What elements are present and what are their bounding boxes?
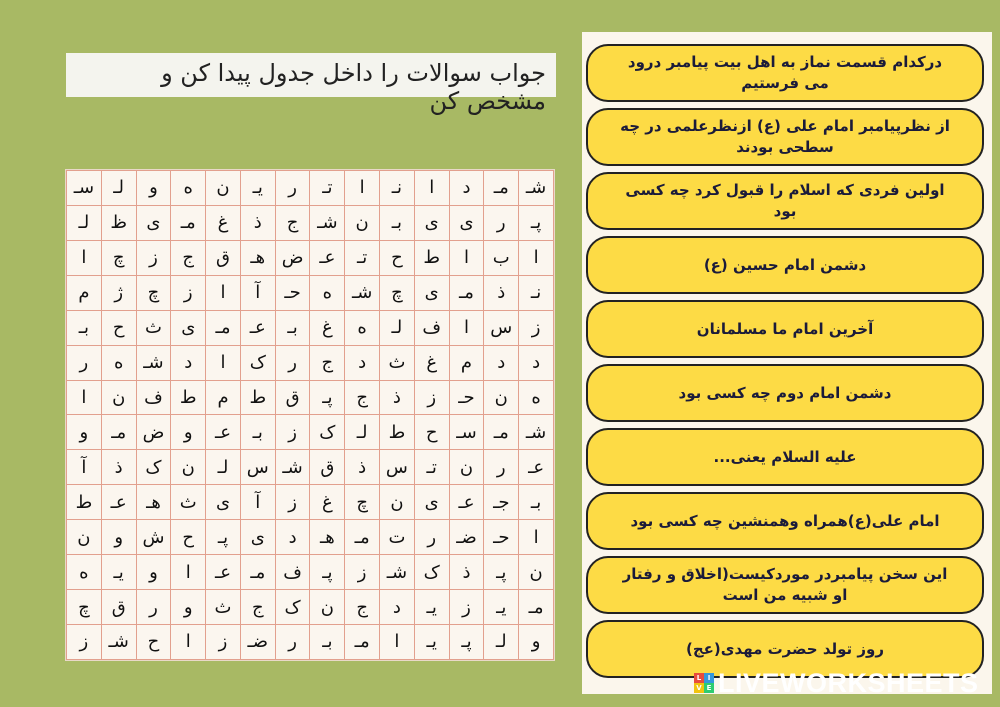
grid-cell[interactable]: بـ xyxy=(519,485,554,520)
grid-cell[interactable]: جـ xyxy=(484,485,519,520)
grid-cell[interactable]: ج xyxy=(275,205,310,240)
grid-cell[interactable]: نـ xyxy=(380,171,415,206)
grid-cell[interactable]: ک xyxy=(240,345,275,380)
questions-panel xyxy=(582,32,992,694)
grid-cell[interactable]: ی xyxy=(240,520,275,555)
grid-cell[interactable]: ا xyxy=(67,380,102,415)
grid-cell[interactable]: ا xyxy=(206,275,241,310)
grid-cell[interactable]: ط xyxy=(380,415,415,450)
grid-cell[interactable]: ج xyxy=(345,590,380,625)
grid-cell[interactable]: ح xyxy=(101,310,136,345)
grid-cell[interactable]: پـ xyxy=(449,624,484,659)
grid-cell[interactable]: ک xyxy=(310,415,345,450)
grid-cell[interactable]: سـ xyxy=(67,171,102,206)
grid-cell[interactable]: ه xyxy=(101,345,136,380)
grid-cell[interactable]: یـ xyxy=(240,171,275,206)
grid-cell[interactable]: د xyxy=(380,590,415,625)
grid-cell[interactable]: ز xyxy=(67,624,102,659)
grid-cell[interactable]: ر xyxy=(414,520,449,555)
question-7[interactable]: علیه السلام یعنی... xyxy=(586,428,984,486)
grid-cell[interactable]: ا xyxy=(67,240,102,275)
grid-row xyxy=(67,380,554,415)
grid-cell[interactable]: ج xyxy=(240,590,275,625)
grid-cell[interactable]: پـ xyxy=(310,555,345,590)
grid-cell[interactable]: ی xyxy=(449,205,484,240)
grid-cell[interactable]: شـ xyxy=(101,624,136,659)
grid-cell[interactable]: مـ xyxy=(484,171,519,206)
grid-cell[interactable]: یـ xyxy=(414,590,449,625)
question-3[interactable]: اولین فردی که اسلام را قبول کرد چه کسی بود xyxy=(586,172,984,230)
grid-cell[interactable]: و xyxy=(67,415,102,450)
grid-cell[interactable]: و xyxy=(136,171,171,206)
grid-cell[interactable]: آ xyxy=(240,275,275,310)
grid-cell[interactable]: د xyxy=(345,345,380,380)
grid-cell[interactable]: د xyxy=(484,345,519,380)
brand-logo xyxy=(694,668,979,698)
grid-cell[interactable]: و xyxy=(171,590,206,625)
question-6[interactable]: دشمن امام دوم چه کسی بود xyxy=(586,364,984,422)
grid-cell[interactable]: ن xyxy=(345,205,380,240)
grid-cell[interactable]: ن xyxy=(206,171,241,206)
grid-cell[interactable]: ی xyxy=(414,485,449,520)
grid-cell[interactable]: ن xyxy=(519,555,554,590)
grid-cell[interactable]: تـ xyxy=(414,450,449,485)
grid-cell[interactable]: ه xyxy=(67,555,102,590)
grid-cell[interactable]: ج xyxy=(171,240,206,275)
grid-cell[interactable]: ا xyxy=(171,624,206,659)
grid-cell[interactable]: ر xyxy=(275,624,310,659)
grid-cell[interactable]: مـ xyxy=(101,415,136,450)
grid-cell[interactable]: ضـ xyxy=(449,520,484,555)
grid-cell[interactable]: هـ xyxy=(136,485,171,520)
grid-cell[interactable]: ف xyxy=(414,310,449,345)
grid-cell[interactable]: ا xyxy=(380,624,415,659)
grid-cell[interactable]: چ xyxy=(67,590,102,625)
grid-cell[interactable]: چ xyxy=(345,485,380,520)
grid-cell[interactable]: حـ xyxy=(449,380,484,415)
grid-cell[interactable]: هـ xyxy=(240,240,275,275)
grid-row xyxy=(67,310,554,345)
grid-cell[interactable]: د xyxy=(519,345,554,380)
brand-icon-tile: V xyxy=(694,683,704,693)
grid-cell[interactable]: ز xyxy=(275,415,310,450)
grid-cell[interactable]: ه xyxy=(345,310,380,345)
grid-cell[interactable]: ضـ xyxy=(240,624,275,659)
grid-cell[interactable]: ا xyxy=(449,310,484,345)
grid-cell[interactable]: ش xyxy=(136,520,171,555)
grid-cell[interactable]: ز xyxy=(519,310,554,345)
grid-cell[interactable]: ر xyxy=(275,345,310,380)
grid-cell[interactable]: ث xyxy=(136,310,171,345)
grid-cell[interactable]: مـ xyxy=(449,275,484,310)
grid-cell[interactable]: مـ xyxy=(519,590,554,625)
grid-cell[interactable]: چ xyxy=(380,275,415,310)
grid-cell[interactable]: ق xyxy=(206,240,241,275)
grid-cell[interactable]: غ xyxy=(414,345,449,380)
grid-cell[interactable]: ه xyxy=(171,171,206,206)
grid-cell[interactable]: ث xyxy=(171,485,206,520)
grid-cell[interactable]: ا xyxy=(345,171,380,206)
grid-cell[interactable]: ج xyxy=(345,380,380,415)
grid-cell[interactable]: ف xyxy=(275,555,310,590)
grid-cell[interactable]: شـ xyxy=(519,171,554,206)
grid-cell[interactable]: غ xyxy=(310,485,345,520)
grid-cell[interactable]: ی xyxy=(171,310,206,345)
grid-cell[interactable]: عـ xyxy=(449,485,484,520)
grid-cell[interactable]: ن xyxy=(171,450,206,485)
grid-cell[interactable]: ذ xyxy=(380,380,415,415)
grid-cell[interactable]: د xyxy=(449,171,484,206)
grid-cell[interactable]: ا xyxy=(519,240,554,275)
grid-cell[interactable]: ذ xyxy=(240,205,275,240)
grid-cell[interactable]: د xyxy=(275,520,310,555)
grid-cell[interactable]: ا xyxy=(171,555,206,590)
grid-cell[interactable]: ر xyxy=(484,205,519,240)
question-10[interactable]: روز تولد حضرت مهدی(عج) xyxy=(586,620,984,678)
grid-cell[interactable]: ک xyxy=(136,450,171,485)
brand-icon-tile: E xyxy=(704,683,714,693)
grid-cell[interactable]: مـ xyxy=(345,520,380,555)
grid-cell[interactable]: ض xyxy=(275,240,310,275)
grid-cell[interactable]: ن xyxy=(101,380,136,415)
grid-cell[interactable]: ی xyxy=(206,485,241,520)
question-2[interactable]: از نظرپیامبر امام علی (ع) ازنظرعلمی در چه سطحی بودند xyxy=(586,108,984,166)
grid-cell[interactable]: ر xyxy=(275,171,310,206)
grid-row xyxy=(67,555,554,590)
grid-cell[interactable]: ح xyxy=(171,520,206,555)
grid-cell[interactable]: پـ xyxy=(310,380,345,415)
grid-cell[interactable]: م xyxy=(206,380,241,415)
grid-cell[interactable]: نـ xyxy=(519,275,554,310)
grid-cell[interactable]: ی xyxy=(136,205,171,240)
grid-cell[interactable]: لـ xyxy=(67,205,102,240)
grid-cell[interactable]: تـ xyxy=(345,240,380,275)
grid-cell[interactable]: ج xyxy=(310,345,345,380)
grid-cell[interactable]: ز xyxy=(275,485,310,520)
grid-cell[interactable]: یـ xyxy=(101,555,136,590)
grid-cell[interactable]: ه xyxy=(310,275,345,310)
grid-cell[interactable]: یـ xyxy=(414,624,449,659)
grid-cell[interactable]: حـ xyxy=(484,520,519,555)
grid-cell[interactable]: مـ xyxy=(345,624,380,659)
grid-cell[interactable]: ف xyxy=(136,380,171,415)
grid-cell[interactable]: لـ xyxy=(206,450,241,485)
grid-cell[interactable]: ز xyxy=(171,275,206,310)
grid-cell[interactable]: ز xyxy=(449,590,484,625)
word-search-grid xyxy=(66,170,554,660)
grid-cell[interactable]: بـ xyxy=(380,205,415,240)
grid-cell[interactable]: ح xyxy=(414,415,449,450)
grid-cell[interactable]: غ xyxy=(206,205,241,240)
grid-cell[interactable]: پـ xyxy=(519,205,554,240)
grid-cell[interactable]: ن xyxy=(484,380,519,415)
grid-row xyxy=(67,205,554,240)
grid-cell[interactable]: لـ xyxy=(101,171,136,206)
question-8[interactable]: امام علی(ع)همراه وهمنشین چه کسی بود xyxy=(586,492,984,550)
brand-name: LIVEWORKSHEETS xyxy=(718,667,979,698)
grid-cell[interactable]: ه xyxy=(519,380,554,415)
grid-cell[interactable]: ک xyxy=(275,590,310,625)
grid-cell[interactable]: بـ xyxy=(240,415,275,450)
grid-cell[interactable]: بـ xyxy=(275,310,310,345)
grid-cell[interactable]: عـ xyxy=(310,240,345,275)
grid-cell[interactable]: ق xyxy=(310,450,345,485)
grid-row xyxy=(67,345,554,380)
grid-cell[interactable]: مـ xyxy=(484,415,519,450)
grid-cell[interactable]: ز xyxy=(206,624,241,659)
grid-cell[interactable]: سـ xyxy=(449,415,484,450)
grid-cell[interactable]: هـ xyxy=(310,520,345,555)
grid-cell[interactable]: س xyxy=(380,450,415,485)
grid-cell[interactable]: عـ xyxy=(519,450,554,485)
grid-table xyxy=(66,170,554,660)
grid-cell[interactable]: ذ xyxy=(484,275,519,310)
grid-cell[interactable]: پـ xyxy=(484,555,519,590)
grid-cell[interactable]: ث xyxy=(380,345,415,380)
grid-cell[interactable]: ا xyxy=(449,240,484,275)
grid-cell[interactable]: ق xyxy=(101,590,136,625)
grid-cell[interactable]: م xyxy=(67,275,102,310)
grid-cell[interactable]: ط xyxy=(67,485,102,520)
grid-cell[interactable]: ن xyxy=(449,450,484,485)
grid-cell[interactable]: ح xyxy=(380,240,415,275)
grid-row xyxy=(67,520,554,555)
grid-cell[interactable]: لـ xyxy=(380,310,415,345)
grid-cell[interactable]: ذ xyxy=(345,450,380,485)
grid-row xyxy=(67,590,554,625)
grid-cell[interactable]: عـ xyxy=(240,310,275,345)
grid-cell[interactable]: ر xyxy=(136,590,171,625)
grid-cell[interactable]: ک xyxy=(414,555,449,590)
grid-cell[interactable]: ض xyxy=(136,415,171,450)
grid-cell[interactable]: ن xyxy=(67,520,102,555)
grid-cell[interactable]: چ xyxy=(136,275,171,310)
grid-cell[interactable]: ح xyxy=(136,624,171,659)
grid-row xyxy=(67,240,554,275)
grid-cell[interactable]: مـ xyxy=(240,555,275,590)
grid-cell[interactable]: ژ xyxy=(101,275,136,310)
grid-cell[interactable]: پـ xyxy=(206,520,241,555)
brand-icon xyxy=(694,673,714,693)
grid-cell[interactable]: شـ xyxy=(519,415,554,450)
grid-cell[interactable]: حـ xyxy=(275,275,310,310)
grid-cell[interactable]: ز xyxy=(414,380,449,415)
grid-cell[interactable]: لـ xyxy=(345,415,380,450)
grid-row xyxy=(67,450,554,485)
grid-cell[interactable]: ب xyxy=(484,240,519,275)
grid-cell[interactable]: شـ xyxy=(310,205,345,240)
grid-cell[interactable]: ی xyxy=(414,275,449,310)
grid-cell[interactable]: شـ xyxy=(136,345,171,380)
grid-cell[interactable]: مـ xyxy=(206,310,241,345)
question-9[interactable]: این سخن پیامبردر موردکیست(اخلاق و رفتار او شبیه من است xyxy=(586,556,984,614)
grid-cell[interactable]: ذ xyxy=(101,450,136,485)
grid-cell[interactable]: بـ xyxy=(310,624,345,659)
grid-cell[interactable]: ث xyxy=(206,590,241,625)
grid-cell[interactable]: مـ xyxy=(171,205,206,240)
grid-cell[interactable]: و xyxy=(519,624,554,659)
grid-cell[interactable]: ن xyxy=(310,590,345,625)
grid-cell[interactable]: ی xyxy=(414,205,449,240)
grid-cell[interactable]: س xyxy=(240,450,275,485)
grid-row xyxy=(67,415,554,450)
grid-cell[interactable]: و xyxy=(136,555,171,590)
grid-cell[interactable]: لـ xyxy=(484,624,519,659)
grid-cell[interactable]: ا xyxy=(206,345,241,380)
grid-cell[interactable]: غ xyxy=(310,310,345,345)
grid-cell[interactable]: س xyxy=(484,310,519,345)
grid-cell[interactable]: ط xyxy=(240,380,275,415)
grid-cell[interactable]: ز xyxy=(345,555,380,590)
grid-cell[interactable]: عـ xyxy=(101,485,136,520)
grid-cell[interactable]: ط xyxy=(171,380,206,415)
grid-cell[interactable]: بـ xyxy=(67,310,102,345)
grid-cell[interactable]: ظ xyxy=(101,205,136,240)
grid-row xyxy=(67,275,554,310)
question-1[interactable]: درکدام قسمت نماز به اهل بیت پیامبر درود می فرستیم xyxy=(586,44,984,102)
grid-cell[interactable]: ا xyxy=(414,171,449,206)
instruction-title: جواب سوالات را داخل جدول پیدا کن و مشخص کن xyxy=(66,53,556,97)
grid-cell[interactable]: شـ xyxy=(275,450,310,485)
grid-cell[interactable]: آ xyxy=(240,485,275,520)
grid-row xyxy=(67,485,554,520)
grid-cell[interactable]: عـ xyxy=(206,415,241,450)
grid-row xyxy=(67,624,554,659)
grid-cell[interactable]: یـ xyxy=(484,590,519,625)
grid-cell[interactable]: چ xyxy=(101,240,136,275)
grid-cell[interactable]: ت xyxy=(380,520,415,555)
grid-cell[interactable]: ن xyxy=(380,485,415,520)
grid-row xyxy=(67,171,554,206)
grid-cell[interactable]: ا xyxy=(519,520,554,555)
grid-cell[interactable]: شـ xyxy=(380,555,415,590)
grid-cell[interactable]: عـ xyxy=(206,555,241,590)
grid-cell[interactable]: ر xyxy=(67,345,102,380)
question-4[interactable]: دشمن امام حسین (ع) xyxy=(586,236,984,294)
grid-cell[interactable]: شـ xyxy=(345,275,380,310)
grid-cell[interactable]: و xyxy=(101,520,136,555)
grid-cell[interactable]: ر xyxy=(484,450,519,485)
brand-icon-tile: I xyxy=(704,673,714,683)
grid-cell[interactable]: م xyxy=(449,345,484,380)
grid-cell[interactable]: د xyxy=(171,345,206,380)
grid-cell[interactable]: آ xyxy=(67,450,102,485)
grid-cell[interactable]: تـ xyxy=(310,171,345,206)
grid-cell[interactable]: ق xyxy=(275,380,310,415)
grid-cell[interactable]: ذ xyxy=(449,555,484,590)
brand-icon-tile: L xyxy=(694,673,704,683)
grid-cell[interactable]: ط xyxy=(414,240,449,275)
grid-cell[interactable]: ز xyxy=(136,240,171,275)
question-5[interactable]: آخرین امام ما مسلمانان xyxy=(586,300,984,358)
grid-cell[interactable]: و xyxy=(171,415,206,450)
